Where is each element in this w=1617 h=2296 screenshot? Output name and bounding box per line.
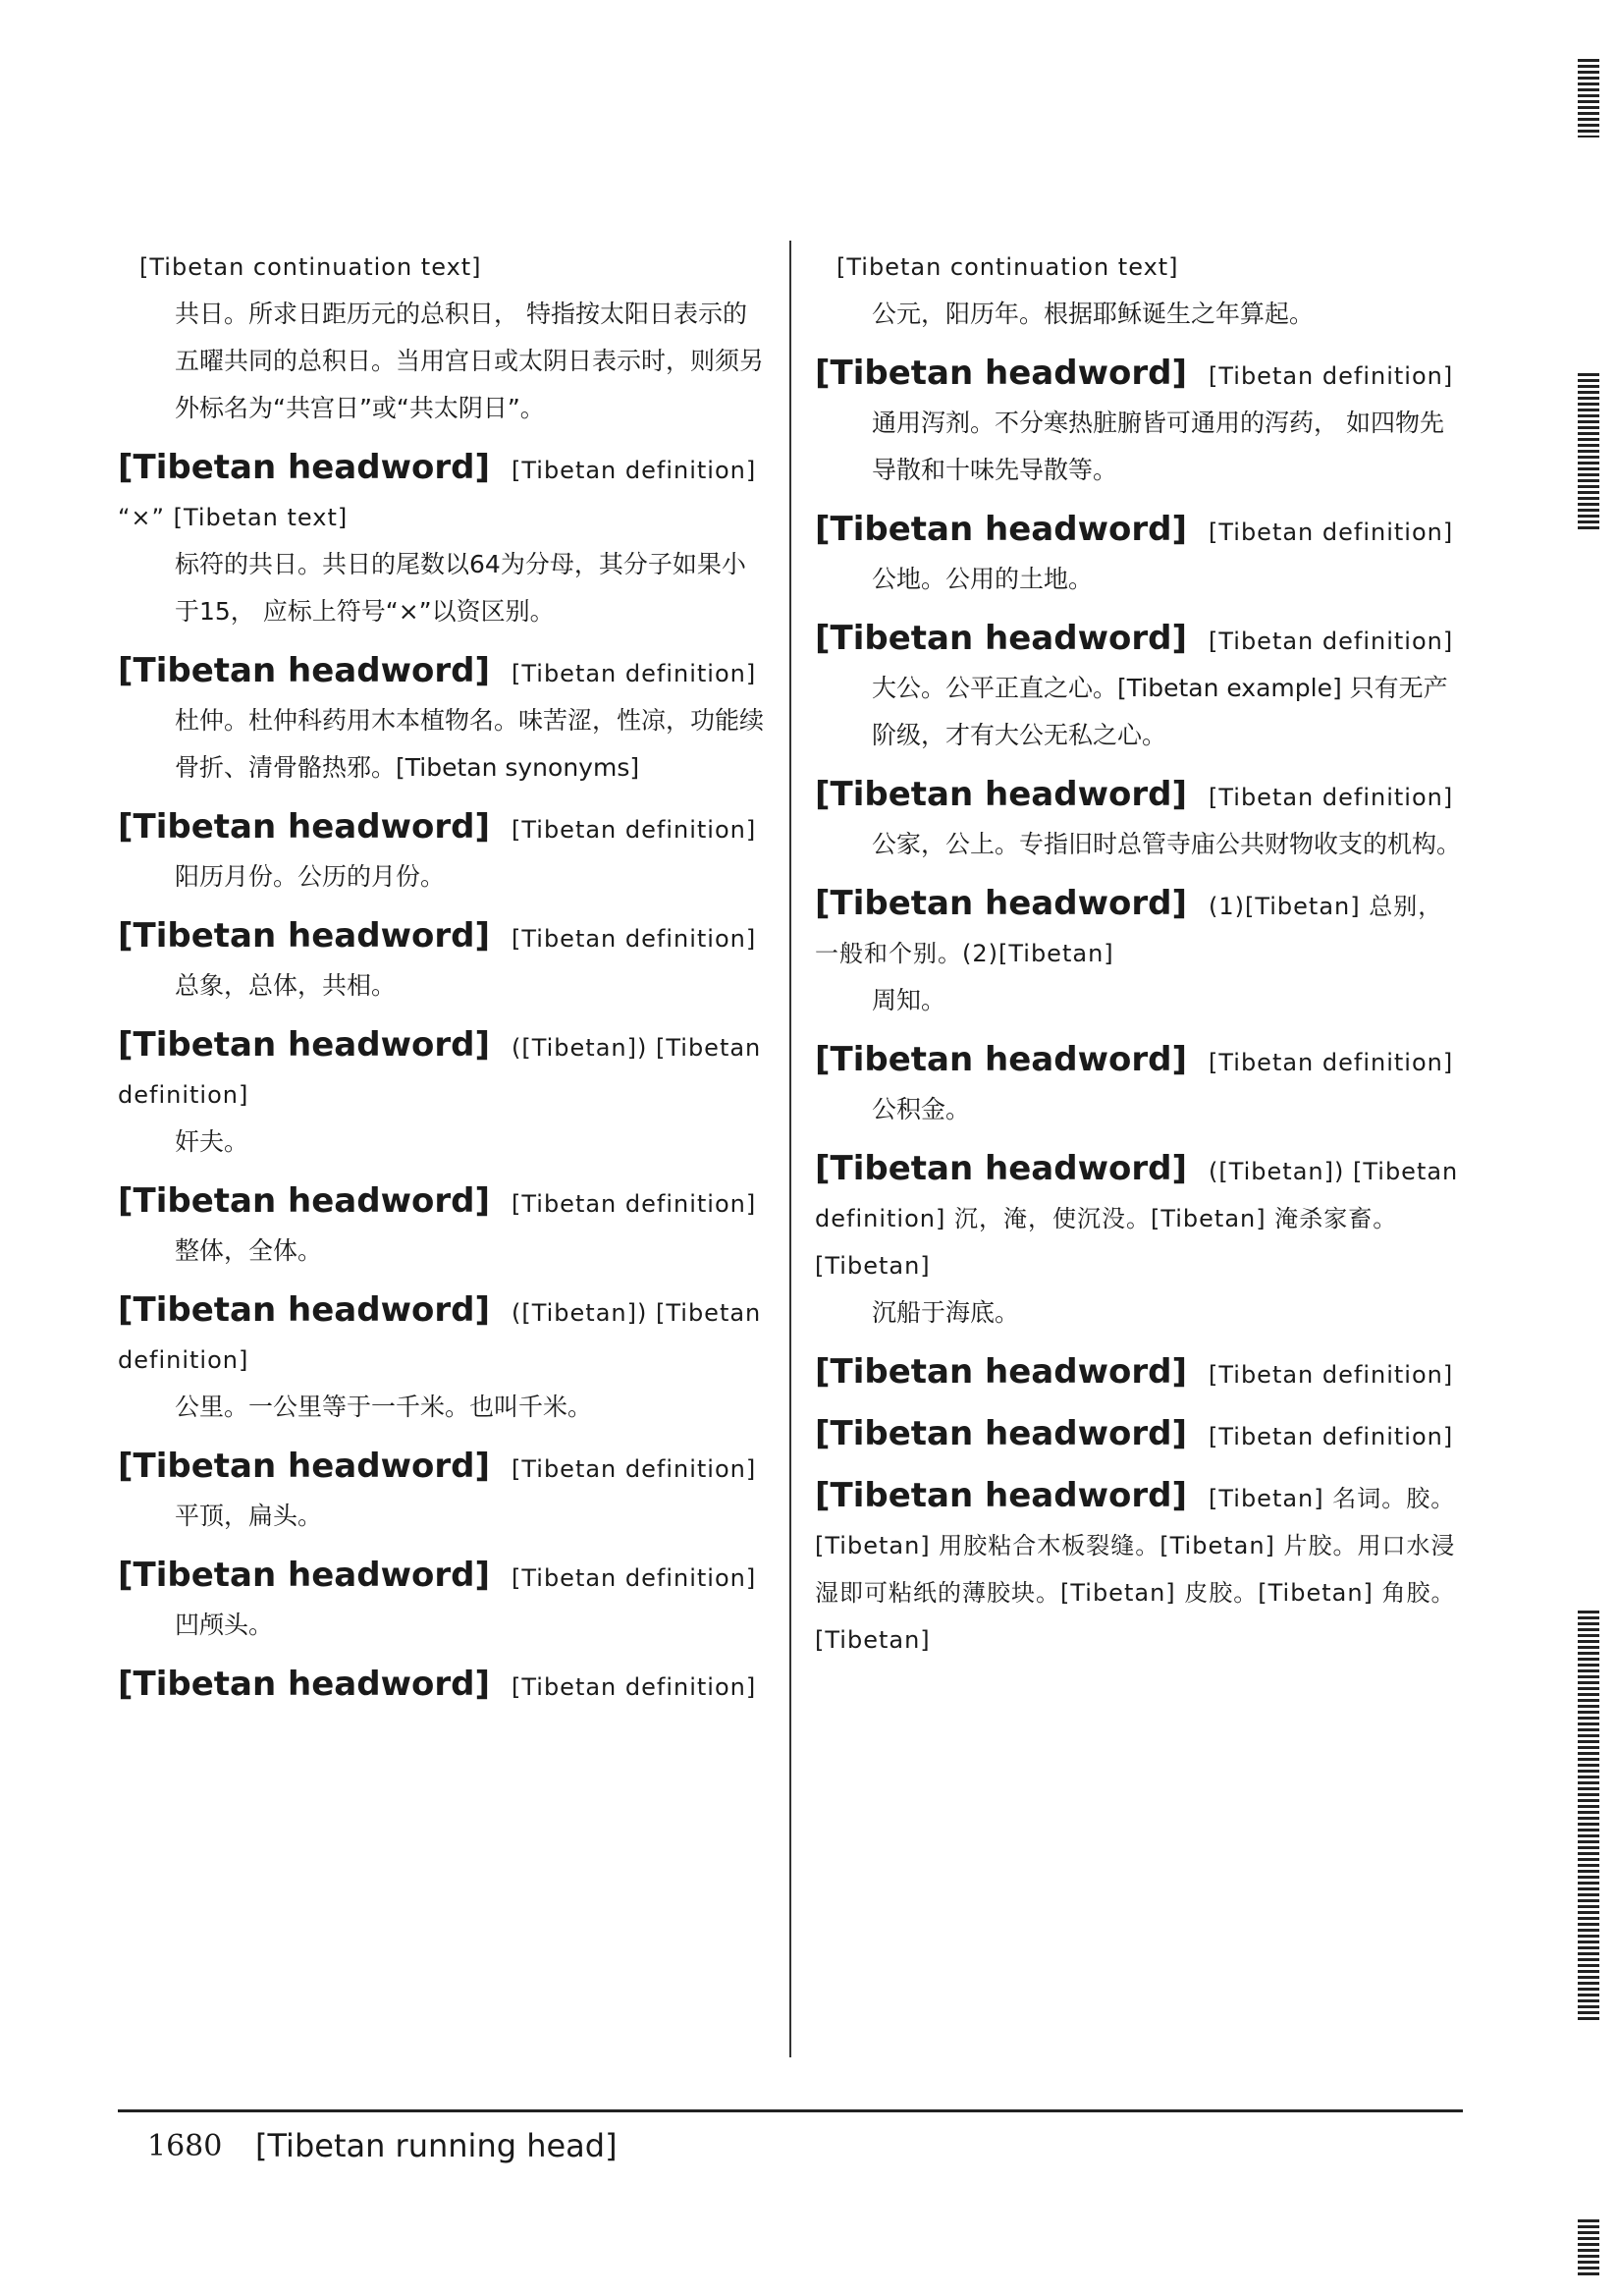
dictionary-entry	[118, 1021, 766, 1166]
dictionary-entry	[815, 1410, 1463, 1460]
entry-tibetan-definition: [Tibetan definition] “×” [Tibetan text]	[118, 457, 757, 531]
right-column	[815, 241, 1463, 1675]
entry-tibetan-definition: ([Tibetan]) [Tibetan definition] 沉，淹，使沉没。[Tibetan] 淹杀家畜。[Tibetan]	[815, 1158, 1459, 1280]
dictionary-entry	[815, 1348, 1463, 1398]
entry-line	[815, 506, 1463, 556]
entry-chinese-gloss: 总象，总体，共相。	[175, 971, 397, 1000]
dictionary-entry	[815, 241, 1463, 338]
running-head: [Tibetan running head]	[255, 2127, 618, 2164]
entry-headword: [Tibetan headword]	[118, 807, 490, 847]
dictionary-entry	[815, 506, 1463, 603]
entry-line	[815, 1410, 1463, 1460]
entry-line	[815, 880, 1463, 977]
entry-chinese-gloss: 公家，公上。专指旧时总管寺庙公共财物收支的机构。	[872, 830, 1462, 858]
entry-headword: [Tibetan headword]	[815, 1040, 1187, 1079]
scan-edge-mark	[1578, 59, 1599, 137]
scan-edge-mark	[1578, 2219, 1599, 2278]
dictionary-entry	[118, 1552, 766, 1649]
entry-headword: [Tibetan headword]	[118, 448, 490, 487]
entry-tibetan-definition: [Tibetan definition]	[1208, 1049, 1454, 1076]
entry-tibetan-definition: [Tibetan definition]	[1208, 784, 1454, 811]
entry-tibetan-definition: [Tibetan definition]	[511, 1673, 757, 1701]
dictionary-entry	[118, 803, 766, 901]
entry-line	[118, 1443, 766, 1493]
entry-headword: [Tibetan headword]	[118, 1447, 490, 1486]
scan-edge-mark	[1578, 1611, 1599, 2023]
dictionary-entry	[815, 1036, 1463, 1133]
entry-tibetan-definition: [Tibetan definition]	[1208, 1361, 1454, 1389]
entry-chinese-gloss: 公地。公用的土地。	[872, 565, 1094, 593]
dictionary-entry	[815, 1472, 1463, 1664]
dictionary-entry	[118, 912, 766, 1010]
entry-headword: [Tibetan headword]	[815, 619, 1187, 658]
entry-line	[118, 1177, 766, 1228]
entry-tibetan-definition: ([Tibetan]) [Tibetan definition]	[118, 1034, 762, 1109]
entry-tibetan-definition: [Tibetan definition]	[511, 1564, 757, 1592]
entry-chinese-gloss: 杜仲。杜仲科药用木本植物名。味苦涩，性凉，功能续骨折、清骨骼热邪。[Tibetan synonyms]	[175, 706, 765, 782]
entry-tibetan-definition: (1)[Tibetan] 总别，一般和个别。(2)[Tibetan]	[815, 893, 1443, 967]
entry-headword: [Tibetan headword]	[815, 510, 1187, 549]
entry-headword: [Tibetan headword]	[118, 1181, 490, 1221]
entry-chinese-gloss: 平顶，扁头。	[175, 1502, 323, 1530]
entry-tibetan-definition: [Tibetan definition]	[511, 1190, 757, 1218]
entry-line	[118, 1286, 766, 1384]
entry-chinese-gloss: 通用泻剂。不分寒热脏腑皆可通用的泻药， 如四物先导散和十味先导散等。	[872, 409, 1444, 484]
entry-headword: [Tibetan headword]	[118, 916, 490, 956]
dictionary-entry	[815, 1145, 1463, 1337]
entry-headword: [Tibetan headword]	[118, 1290, 490, 1330]
dictionary-entry	[118, 1443, 766, 1540]
entry-line	[118, 647, 766, 697]
entry-headword: [Tibetan headword]	[815, 1476, 1187, 1515]
entry-tibetan-definition: [Tibetan] 名词。胶。[Tibetan] 用胶粘合木板裂缝。[Tibetan] 片胶。用口水浸湿即可粘纸的薄胶块。[Tibetan] 皮胶。[Tibetan] 角胶。[Tibetan]	[815, 1485, 1456, 1654]
entry-headword: [Tibetan headword]	[815, 1149, 1187, 1188]
entry-headword: [Tibetan headword]	[815, 1352, 1187, 1392]
entry-line	[118, 912, 766, 962]
entry-line	[815, 615, 1463, 665]
entry-chinese-gloss: 大公。公平正直之心。[Tibetan example] 只有无产阶级，才有大公无私之心。	[872, 674, 1448, 749]
entry-line	[118, 1021, 766, 1119]
entry-chinese-gloss: 沉船于海底。	[872, 1298, 1020, 1327]
entry-tibetan-definition: [Tibetan definition]	[1208, 1423, 1454, 1450]
entry-chinese-gloss: 公元，阳历年。根据耶稣诞生之年算起。	[872, 300, 1315, 328]
entry-chinese-gloss: 共日。所求日距历元的总积日， 特指按太阳日表示的五曜共同的总积日。当用宫日或太阴日表示时，则须另外标名为“共宫日”或“共太阴日”。	[175, 300, 765, 422]
dictionary-entry	[118, 1286, 766, 1431]
entry-headword: [Tibetan headword]	[815, 1414, 1187, 1453]
dictionary-entry	[815, 350, 1463, 494]
entry-line	[815, 350, 1463, 400]
entry-line	[118, 444, 766, 541]
entry-tibetan-definition: [Tibetan definition]	[1208, 362, 1454, 390]
dictionary-entry	[118, 1177, 766, 1275]
entry-tibetan-definition: [Tibetan continuation text]	[139, 253, 482, 281]
footer-rule	[118, 2109, 1463, 2112]
entry-tibetan-definition: ([Tibetan]) [Tibetan definition]	[118, 1299, 762, 1374]
entry-headword: [Tibetan headword]	[118, 1025, 490, 1065]
entry-chinese-gloss: 公里。一公里等于一千米。也叫千米。	[175, 1393, 593, 1421]
entry-chinese-gloss: 整体，全体。	[175, 1236, 323, 1265]
entry-headword: [Tibetan headword]	[815, 775, 1187, 814]
entry-chinese-gloss: 奸夫。	[175, 1127, 249, 1156]
entry-chinese-gloss: 凹颅头。	[175, 1611, 274, 1639]
scan-edge-mark	[1578, 373, 1599, 530]
dictionary-entry	[815, 615, 1463, 759]
page-number: 1680	[147, 2129, 223, 2163]
entry-line	[118, 1552, 766, 1602]
entry-headword: [Tibetan headword]	[118, 1556, 490, 1595]
entry-tibetan-definition: [Tibetan definition]	[1208, 628, 1454, 655]
dictionary-entry	[118, 647, 766, 792]
entry-tibetan-definition: [Tibetan continuation text]	[836, 253, 1179, 281]
entry-chinese-gloss: 周知。	[872, 986, 946, 1014]
entry-tibetan-definition: [Tibetan definition]	[1208, 519, 1454, 546]
entry-line	[118, 1661, 766, 1711]
entry-headword: [Tibetan headword]	[118, 1665, 490, 1704]
left-column	[118, 241, 766, 1722]
dictionary-entry	[118, 241, 766, 432]
entry-tibetan-definition: [Tibetan definition]	[511, 925, 757, 953]
entry-line	[815, 1472, 1463, 1664]
entry-chinese-gloss: 阳历月份。公历的月份。	[175, 862, 446, 891]
entry-line	[118, 803, 766, 853]
entry-chinese-gloss: 公积金。	[872, 1095, 971, 1123]
entry-tibetan-definition: [Tibetan definition]	[511, 660, 757, 687]
dictionary-entry	[815, 771, 1463, 868]
entry-headword: [Tibetan headword]	[815, 884, 1187, 923]
entry-headword: [Tibetan headword]	[118, 651, 490, 690]
dictionary-entry	[118, 1661, 766, 1711]
entry-line	[815, 1036, 1463, 1086]
entry-line	[815, 771, 1463, 821]
entry-line	[815, 241, 1463, 291]
entry-chinese-gloss: 标符的共日。共日的尾数以64为分母，其分子如果小于15， 应标上符号“×”以资区别。	[175, 550, 746, 626]
entry-line	[815, 1145, 1463, 1289]
entry-tibetan-definition: [Tibetan definition]	[511, 1455, 757, 1483]
dictionary-entry	[118, 444, 766, 635]
entry-tibetan-definition: [Tibetan definition]	[511, 816, 757, 844]
entry-line	[815, 1348, 1463, 1398]
entry-headword: [Tibetan headword]	[815, 354, 1187, 393]
column-divider	[789, 241, 791, 2057]
entry-line	[118, 241, 766, 291]
dictionary-entry	[815, 880, 1463, 1024]
